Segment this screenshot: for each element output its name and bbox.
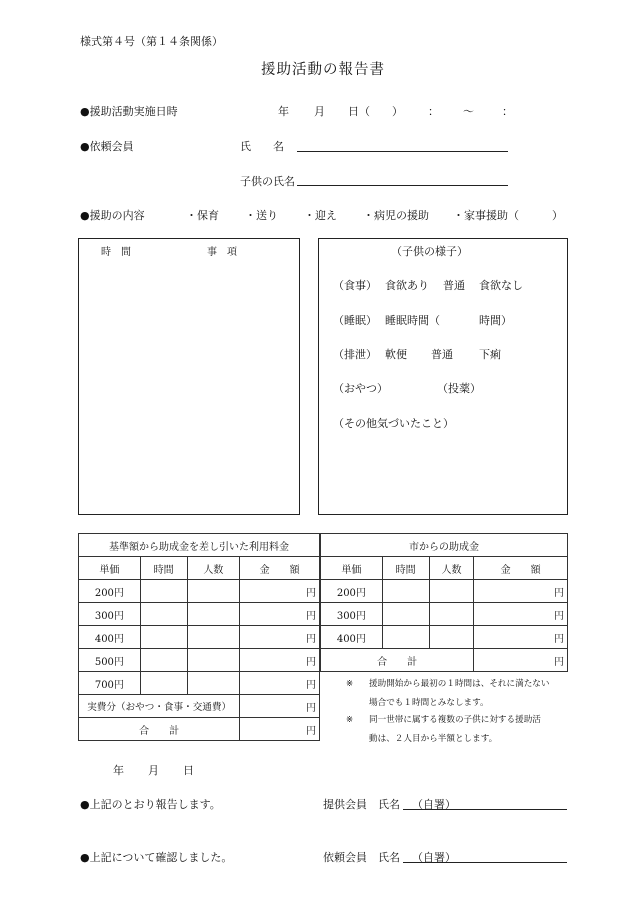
requester-label: 依頼会員 氏名 (323, 851, 400, 864)
option-childcare[interactable]: ・保育 (186, 209, 219, 222)
table-row (79, 603, 320, 626)
note-1-line-2: 場合でも１時間とみなします。 (369, 698, 489, 708)
fee-people-cell[interactable] (187, 603, 240, 626)
subsidy-table (320, 533, 568, 672)
date-year: 年 (278, 105, 289, 118)
subsidy-total-label: 合 計 (321, 649, 474, 672)
date-label: ●援助活動実施日時 (80, 105, 178, 118)
footer-year: 年 (113, 764, 124, 777)
subsidy-table-title: 市からの助成金 (321, 534, 568, 557)
option-pickup[interactable]: ・迎え (304, 209, 337, 222)
fee-price-300: 300円 (79, 603, 141, 626)
meal-label: （食事） (333, 279, 377, 292)
table-row (79, 695, 320, 718)
excretion-label: （排泄） (333, 348, 377, 361)
option-sick-child[interactable]: ・病児の援助 (363, 209, 429, 222)
fee-hours-cell[interactable] (140, 672, 187, 695)
sleep-label: （睡眠） (333, 314, 377, 327)
fee-total-amount[interactable]: 円 (240, 718, 320, 741)
table-row (321, 603, 568, 626)
provider-sign-note: （自署） (412, 798, 456, 811)
fee-price-500: 500円 (79, 649, 141, 672)
subsidy-people-cell[interactable] (429, 626, 474, 649)
subsidy-price-200: 200円 (321, 580, 383, 603)
fee-hours-cell[interactable] (140, 649, 187, 672)
table-row (321, 626, 568, 649)
sleep-hours-open: 睡眠時間（ (385, 314, 440, 327)
fee-people-cell[interactable] (187, 649, 240, 672)
table-row (79, 718, 320, 741)
content-label: ●援助の内容 (80, 209, 145, 222)
subsidy-price-300: 300円 (321, 603, 383, 626)
fee-hours-cell[interactable] (140, 626, 187, 649)
subsidy-people-cell[interactable] (429, 603, 474, 626)
fee-hours-cell[interactable] (140, 580, 187, 603)
time-tilde: ～ (463, 105, 474, 118)
date-close-paren: ） (392, 105, 403, 118)
name-field[interactable] (297, 151, 508, 152)
note-2-line-2: 動は、２人目から半額とします。 (369, 734, 498, 744)
subsidy-price-400: 400円 (321, 626, 383, 649)
fee-header-price: 単価 (79, 557, 141, 580)
meal-normal[interactable]: 普通 (443, 279, 465, 292)
fee-table (78, 533, 320, 741)
fee-people-cell[interactable] (187, 672, 240, 695)
fee-header-amount: 金 額 (240, 557, 320, 580)
provider-label: 提供会員 氏名 (323, 798, 400, 811)
subsidy-total-amount[interactable]: 円 (474, 649, 568, 672)
subsidy-amount-cell[interactable]: 円 (474, 603, 568, 626)
note-mark-2: ※ (346, 715, 354, 725)
table-row (79, 672, 320, 695)
fee-people-cell[interactable] (187, 626, 240, 649)
fee-price-200: 200円 (79, 580, 141, 603)
fee-amount-cell[interactable]: 円 (240, 649, 320, 672)
name-label: 氏 名 (240, 140, 284, 153)
date-day: 日（ (348, 105, 370, 118)
page-title: 援助活動の報告書 (261, 62, 385, 78)
table-row (79, 649, 320, 672)
member-label: ●依頼会員 (80, 140, 134, 153)
option-housework[interactable]: ・家事援助（ ） (453, 209, 563, 222)
fee-table-title: 基準額から助成金を差し引いた利用料金 (79, 534, 320, 557)
table-row (79, 580, 320, 603)
excretion-diarrhea[interactable]: 下痢 (479, 348, 501, 361)
child-condition-header: （子供の様子） (391, 245, 468, 258)
meal-poor[interactable]: 食欲なし (479, 279, 523, 292)
subsidy-header-people: 人数 (429, 557, 474, 580)
table-row (79, 626, 320, 649)
subsidy-hours-cell[interactable] (382, 626, 429, 649)
child-condition-box[interactable] (318, 238, 568, 515)
meal-good[interactable]: 食欲あり (385, 279, 429, 292)
subsidy-hours-cell[interactable] (382, 603, 429, 626)
subsidy-hours-cell[interactable] (382, 580, 429, 603)
time-item-box[interactable] (78, 238, 300, 515)
snack-label: （おやつ） (333, 382, 388, 395)
subsidy-header-price: 単価 (321, 557, 383, 580)
subsidy-people-cell[interactable] (429, 580, 474, 603)
report-statement: ●上記のとおり報告します。 (80, 798, 221, 811)
child-name-label: 子供の氏名 (240, 175, 295, 188)
fee-header-hours: 時間 (140, 557, 187, 580)
requester-signature-field[interactable] (403, 862, 567, 863)
requester-sign-note: （自署） (412, 851, 456, 864)
date-month: 月 (314, 105, 325, 118)
subsidy-amount-cell[interactable]: 円 (474, 626, 568, 649)
note-2-line-1: 同一世帯に属する複数の子供に対する援助活 (369, 715, 541, 725)
time-colon-start: ： (428, 105, 439, 118)
confirm-statement: ●上記について確認しました。 (80, 851, 233, 864)
actual-cost-amount[interactable]: 円 (240, 695, 320, 718)
footer-month: 月 (148, 764, 159, 777)
note-mark-1: ※ (346, 679, 354, 689)
fee-amount-cell[interactable]: 円 (240, 626, 320, 649)
time-header: 時 間 (101, 247, 131, 258)
excretion-normal[interactable]: 普通 (431, 348, 453, 361)
fee-header-people: 人数 (187, 557, 240, 580)
provider-signature-field[interactable] (403, 809, 567, 810)
fee-total-label: 合 計 (79, 718, 240, 741)
subsidy-amount-cell[interactable]: 円 (474, 580, 568, 603)
fee-amount-cell[interactable]: 円 (240, 580, 320, 603)
subsidy-header-amount: 金 額 (474, 557, 568, 580)
footer-day: 日 (183, 764, 194, 777)
item-header: 事 項 (207, 247, 237, 258)
note-1-line-1: 援助開始から最初の１時間は、それに満たない (369, 679, 550, 689)
subsidy-header-hours: 時間 (382, 557, 429, 580)
other-notes-label: （その他気づいたこと） (333, 417, 454, 430)
fee-hours-cell[interactable] (140, 603, 187, 626)
medication-label: （投薬） (437, 382, 481, 395)
fee-amount-cell[interactable]: 円 (240, 603, 320, 626)
actual-cost-label: 実費分（おやつ・食事・交通費） (79, 695, 240, 718)
fee-amount-cell[interactable]: 円 (240, 672, 320, 695)
sleep-hours-close: 時間） (479, 314, 512, 327)
table-row (321, 649, 568, 672)
table-row (321, 580, 568, 603)
child-name-field[interactable] (297, 185, 508, 186)
option-dropoff[interactable]: ・送り (245, 209, 278, 222)
fee-people-cell[interactable] (187, 580, 240, 603)
time-colon-end: ： (502, 105, 513, 118)
excretion-soft[interactable]: 軟便 (385, 348, 407, 361)
form-number: 様式第４号（第１４条関係） (80, 35, 223, 48)
fee-price-700: 700円 (79, 672, 141, 695)
fee-price-400: 400円 (79, 626, 141, 649)
